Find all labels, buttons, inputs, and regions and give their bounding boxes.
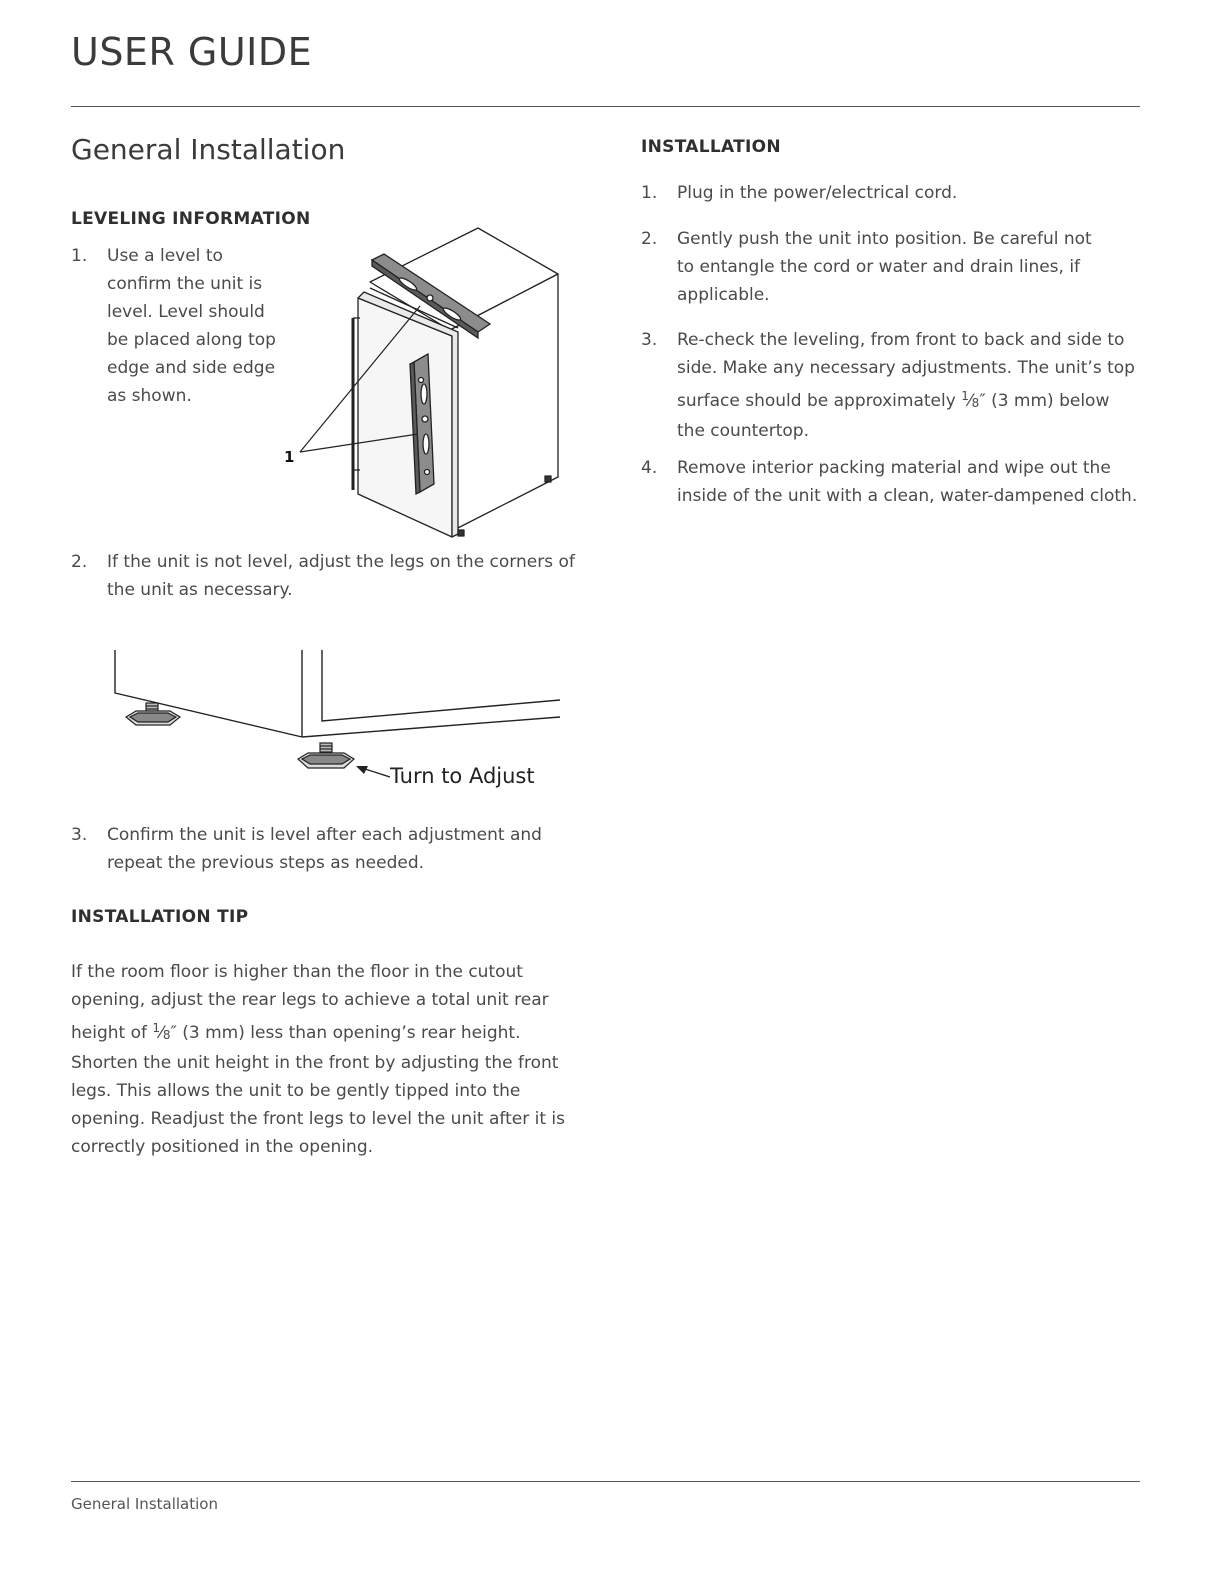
installation-step2-line: to entangle the cord or water and drain lines, if — [677, 257, 1081, 277]
tip-line: correctly positioned in the opening. — [71, 1137, 374, 1157]
leveling-step3-text — [107, 821, 587, 877]
callout-number: 1 — [284, 448, 295, 466]
header-divider — [71, 106, 1140, 107]
installation-step2-line: applicable. — [677, 285, 770, 305]
section-title: General Installation — [71, 133, 346, 166]
tip-line — [71, 1014, 591, 1049]
footer-text: General Installation — [71, 1495, 218, 1513]
one-eighth-fraction: $^1⁄_8$ — [152, 1021, 171, 1043]
leveling-heading: LEVELING INFORMATION — [71, 209, 311, 229]
tip-line-text: height of — [71, 1023, 153, 1043]
tip-line: opening, adjust the rear legs to achieve a total unit rear — [71, 990, 549, 1010]
installation-step3-line-text: ″ (3 mm) below — [979, 391, 1110, 411]
installation-step4-text — [677, 454, 1157, 510]
tip-line: If the room floor is higher than the floor in the cutout — [71, 962, 523, 982]
tip-line-text: ″ (3 mm) less than opening’s rear height. — [170, 1023, 521, 1043]
tip-line: legs. This allows the unit to be gently tipped into the — [71, 1081, 521, 1101]
installation-step4-number: 4. — [641, 458, 658, 478]
installation-heading: INSTALLATION — [641, 137, 781, 157]
leveling-step2-text — [107, 548, 587, 604]
leveling-step1-line: confirm the unit is — [107, 274, 263, 294]
leveling-step1-number: 1. — [71, 246, 88, 266]
leveling-step1-line: level. Level should — [107, 302, 265, 322]
leveling-step1-line: be placed along top — [107, 330, 276, 350]
leveling-step2-line: If the unit is not level, adjust the legs on the corners of — [107, 552, 575, 572]
leveling-step3-line: Confirm the unit is level after each adjustment and — [107, 825, 542, 845]
fraction-numerator: 1 — [961, 389, 969, 403]
installation-step3-line: the countertop. — [677, 421, 809, 441]
leveling-step3-number: 3. — [71, 825, 88, 845]
fraction-denominator: 8 — [162, 1028, 171, 1042]
installation-step3-line: Re-check the leveling, from front to back and side to — [677, 330, 1125, 350]
fraction-denominator: 8 — [971, 396, 980, 410]
installation-step3-number: 3. — [641, 330, 658, 350]
front-leg-foot — [298, 743, 354, 768]
installation-step1-text — [677, 179, 1147, 207]
leveling-step1-line: Use a level to — [107, 246, 223, 266]
installation-step4-line: Remove interior packing material and wipe out the — [677, 458, 1111, 478]
one-eighth-fraction: $^1⁄_8$ — [961, 389, 980, 411]
installation-step3-line: side. Make any necessary adjustments. The unit’s top — [677, 358, 1135, 378]
leveling-step2-line: the unit as necessary. — [107, 580, 293, 600]
installation-step1-line: Plug in the power/electrical cord. — [677, 183, 958, 203]
installation-step3-line-text: surface should be approximately — [677, 391, 962, 411]
page-header-title: USER GUIDE — [71, 30, 313, 74]
installation-tip-heading: INSTALLATION TIP — [71, 907, 249, 927]
installation-step3-text — [677, 326, 1147, 445]
tip-line: Shorten the unit height in the front by adjusting the front — [71, 1053, 559, 1073]
installation-step4-line: inside of the unit with a clean, water-dampened cloth. — [677, 486, 1138, 506]
leveling-step1-text — [107, 242, 307, 410]
turn-to-adjust-label: Turn to Adjust — [390, 764, 535, 788]
footer-divider — [71, 1481, 1140, 1482]
leveling-step2-number: 2. — [71, 552, 88, 572]
installation-step3-line — [677, 382, 1147, 417]
leveling-step1-line: as shown. — [107, 386, 192, 406]
installation-step2-line: Gently push the unit into position. Be careful not — [677, 229, 1092, 249]
installation-tip-text — [71, 958, 591, 1161]
leveling-step1-line: edge and side edge — [107, 358, 276, 378]
leg-adjust-illustration — [100, 645, 570, 800]
tip-line: opening. Readjust the front legs to level the unit after it is — [71, 1109, 565, 1129]
leveling-step3-line: repeat the previous steps as needed. — [107, 853, 425, 873]
fraction-numerator: 1 — [152, 1021, 161, 1035]
level-on-unit-illustration — [280, 222, 580, 542]
installation-step2-text — [677, 225, 1147, 309]
installation-step1-number: 1. — [641, 183, 658, 203]
installation-step2-number: 2. — [641, 229, 658, 249]
